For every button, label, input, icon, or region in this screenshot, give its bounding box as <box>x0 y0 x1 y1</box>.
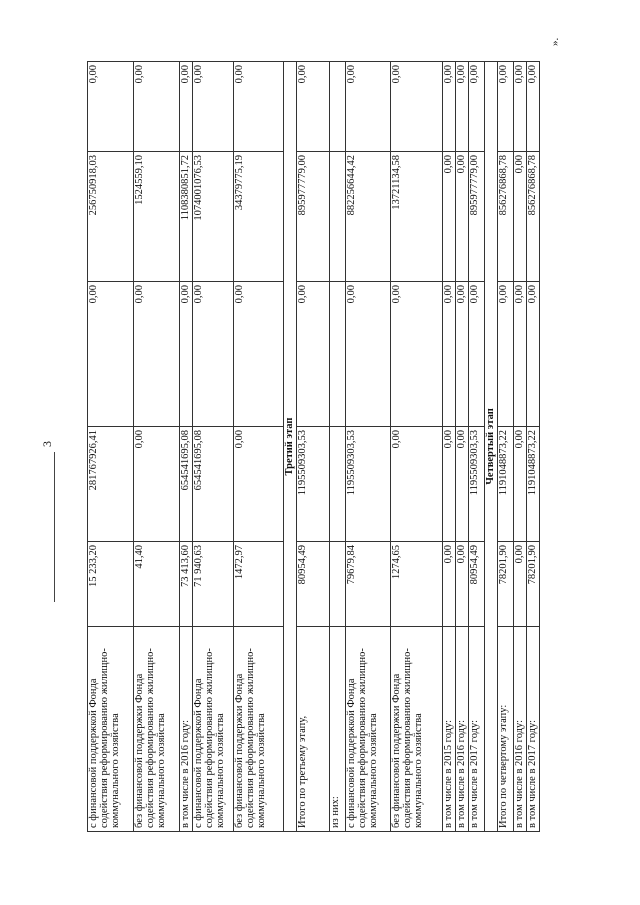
value-cell: 654541695,08 <box>180 427 193 542</box>
row-label: Итого по третьему этапу, <box>297 627 330 832</box>
value-cell: 71 940,63 <box>193 542 234 627</box>
value-cell: 256750918,03 <box>88 152 134 282</box>
value-cell: 0,00 <box>134 282 180 427</box>
value-cell: 0,00 <box>527 282 540 427</box>
table-row <box>88 62 134 832</box>
value-cell: 0,00 <box>514 542 527 627</box>
value-cell: 0,00 <box>391 62 443 152</box>
value-cell: 0,00 <box>469 282 485 427</box>
row-label: из них: <box>330 627 346 832</box>
value-cell: 0,00 <box>193 62 234 152</box>
value-cell: 0,00 <box>498 62 514 152</box>
value-cell: 1108380851,72 <box>180 152 193 282</box>
table-row <box>297 62 330 832</box>
value-cell <box>330 542 346 627</box>
stage-header-row <box>485 62 498 832</box>
table-row <box>346 62 391 832</box>
table-row <box>134 62 180 832</box>
value-cell: 78201,90 <box>527 542 540 627</box>
value-cell: 0,00 <box>134 427 180 542</box>
value-cell: 895977779,00 <box>469 152 485 282</box>
value-cell: 34379775,19 <box>234 152 284 282</box>
value-cell: 0,00 <box>469 62 485 152</box>
value-cell: 0,00 <box>498 282 514 427</box>
value-cell: 0,00 <box>88 282 134 427</box>
table-body <box>88 62 540 832</box>
table-row <box>391 62 443 832</box>
value-cell: 0,00 <box>297 62 330 152</box>
value-cell: 1195509303,53 <box>469 427 485 542</box>
value-cell <box>330 152 346 282</box>
value-cell <box>330 282 346 427</box>
value-cell: 41,40 <box>134 542 180 627</box>
value-cell: 1274,65 <box>391 542 443 627</box>
value-cell: 856276868,78 <box>527 152 540 282</box>
table-row <box>330 62 346 832</box>
value-cell: 0,00 <box>456 152 469 282</box>
value-cell: 895977779,00 <box>297 152 330 282</box>
row-label: в том числе в 2017 году: <box>527 627 540 832</box>
value-cell: 15 233,20 <box>88 542 134 627</box>
value-cell: 1074001076,53 <box>193 152 234 282</box>
value-cell: 0,00 <box>234 282 284 427</box>
value-cell: 0,00 <box>456 62 469 152</box>
value-cell: 0,00 <box>234 427 284 542</box>
value-cell: 1524559,10 <box>134 152 180 282</box>
row-label: с финансовой поддержкой Фонда содействия реформированию жилищно-коммунального хозяйства <box>193 627 234 832</box>
program-stages-table <box>87 61 540 832</box>
page-end-mark: ». <box>549 37 561 46</box>
value-cell: 882256644,42 <box>346 152 391 282</box>
table-row <box>456 62 469 832</box>
table-row <box>469 62 485 832</box>
rotated-table-container <box>87 62 537 832</box>
stage-header-row <box>284 62 297 832</box>
row-label: в том числе в 2015 году: <box>443 627 456 832</box>
row-label: без финансовой поддержки Фонда содействия реформированию жилищно-коммунального хозяйства <box>134 627 180 832</box>
value-cell: 0,00 <box>391 427 443 542</box>
value-cell: 0,00 <box>88 62 134 152</box>
value-cell: 0,00 <box>456 427 469 542</box>
table-row <box>180 62 193 832</box>
value-cell: 0,00 <box>456 542 469 627</box>
table-row <box>234 62 284 832</box>
page-number: 3 <box>40 441 54 447</box>
value-cell: 0,00 <box>443 427 456 542</box>
value-cell: 0,00 <box>180 282 193 427</box>
value-cell: 73 413,60 <box>180 542 193 627</box>
row-label: в том числе в 2016 году: <box>180 627 193 832</box>
value-cell: 0,00 <box>391 282 443 427</box>
value-cell: 0,00 <box>443 62 456 152</box>
row-label: с финансовой поддержкой Фонда содействия реформированию жилищно-коммунального хозяйства <box>88 627 134 832</box>
value-cell: 0,00 <box>346 282 391 427</box>
value-cell: 0,00 <box>443 542 456 627</box>
table-row <box>514 62 527 832</box>
table-row <box>527 62 540 832</box>
value-cell: 281767926,41 <box>88 427 134 542</box>
value-cell: 0,00 <box>297 282 330 427</box>
value-cell: 1191048873,22 <box>498 427 514 542</box>
value-cell: 0,00 <box>514 427 527 542</box>
value-cell: 1195509303,53 <box>346 427 391 542</box>
value-cell: 0,00 <box>456 282 469 427</box>
row-label: без финансовой поддержки Фонда содействия реформированию жилищно-коммунального хозяйства <box>391 627 443 832</box>
row-label: в том числе в 2016 году: <box>514 627 527 832</box>
value-cell: 0,00 <box>514 152 527 282</box>
value-cell: 0,00 <box>514 62 527 152</box>
value-cell: 0,00 <box>193 282 234 427</box>
value-cell: 80954,49 <box>297 542 330 627</box>
row-label: Итого по четвертому этапу: <box>498 627 514 832</box>
value-cell: 78201,90 <box>498 542 514 627</box>
value-cell: 1472,97 <box>234 542 284 627</box>
value-cell: 13721134,58 <box>391 152 443 282</box>
value-cell: 654541695,08 <box>193 427 234 542</box>
row-label: без финансовой поддержки Фонда содействия реформированию жилищно-коммунального хозяйства <box>234 627 284 832</box>
value-cell: 0,00 <box>346 62 391 152</box>
value-cell <box>330 62 346 152</box>
row-label: в том числе в 2017 году: <box>469 627 485 832</box>
value-cell: 1195509303,53 <box>297 427 330 542</box>
value-cell: 0,00 <box>234 62 284 152</box>
row-label: с финансовой поддержкой Фонда содействия реформированию жилищно-коммунального хозяйства <box>346 627 391 832</box>
row-label: в том числе в 2016 году: <box>456 627 469 832</box>
value-cell: 0,00 <box>514 282 527 427</box>
value-cell <box>330 427 346 542</box>
divider-line <box>54 452 55 602</box>
table-row <box>443 62 456 832</box>
stage-title: Третий этап <box>284 62 297 832</box>
table-row <box>193 62 234 832</box>
value-cell: 0,00 <box>443 282 456 427</box>
value-cell: 0,00 <box>443 152 456 282</box>
value-cell: 79679,84 <box>346 542 391 627</box>
value-cell: 0,00 <box>527 62 540 152</box>
stage-title: Четвертый этап <box>485 62 498 832</box>
value-cell: 856276868,78 <box>498 152 514 282</box>
value-cell: 0,00 <box>134 62 180 152</box>
value-cell: 1191048873,22 <box>527 427 540 542</box>
table-row <box>498 62 514 832</box>
value-cell: 80954,49 <box>469 542 485 627</box>
value-cell: 0,00 <box>180 62 193 152</box>
